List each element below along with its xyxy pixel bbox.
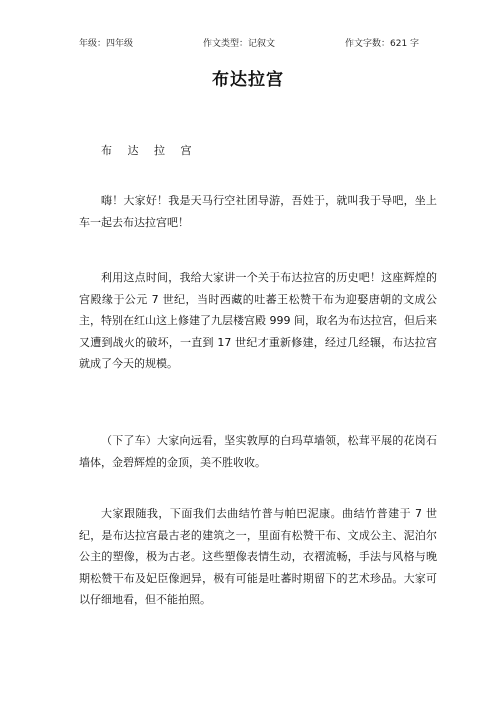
document-title: 布达拉宫 xyxy=(212,70,284,90)
paragraph-tour: 大家跟随我，下面我们去曲结竹普与帕巴泥康。曲结竹普建于 7 世纪，是布达拉宫最古老的建筑之一，里面有松赞干布、文成公主、泥泊尔公主的塑像，极为古老。这些塑像表情生动，衣褶流畅，手法与风格与晚期松赞干布及妃臣像迥异，极有可能是吐蕃时期留下的艺术珍品。大家可以仔细地看，但不能拍照。 xyxy=(79,507,437,606)
word-count-label: 作文字数：621 字 xyxy=(345,39,420,49)
paragraph-history: 利用这点时间，我给大家讲一个关于布达拉宫的历史吧！这座辉煌的宫殿缘于公元 7 世纪，当时西藏的吐蕃王松赞干布为迎娶唐朝的文成公主，特别在红山这上修建了九层楼宫殿 999 间，取名为布达拉宫，但后来又遭到战火的破坏，一直到 17 世纪才重新修建，经过几经辗，布达拉宫就成了今天的规模。 xyxy=(79,271,437,370)
paragraph-intro: 嗨！大家好！我是天马行空社团导游，吾姓于，就叫我于导吧，坐上车一起去布达拉宫吧！ xyxy=(79,194,437,229)
essay-type-label: 作文类型：记叙文 xyxy=(203,39,276,49)
essay-subtitle: 布 达 拉 宫 xyxy=(101,144,198,157)
grade-label: 年级：四年级 xyxy=(79,39,134,49)
paragraph-view: （下了车）大家向远看，坚实敦厚的白玛草墙领，松茸平展的花岗石墙体，金碧辉煌的金顶，美不胜收收。 xyxy=(79,434,437,469)
document-header xyxy=(0,37,496,51)
